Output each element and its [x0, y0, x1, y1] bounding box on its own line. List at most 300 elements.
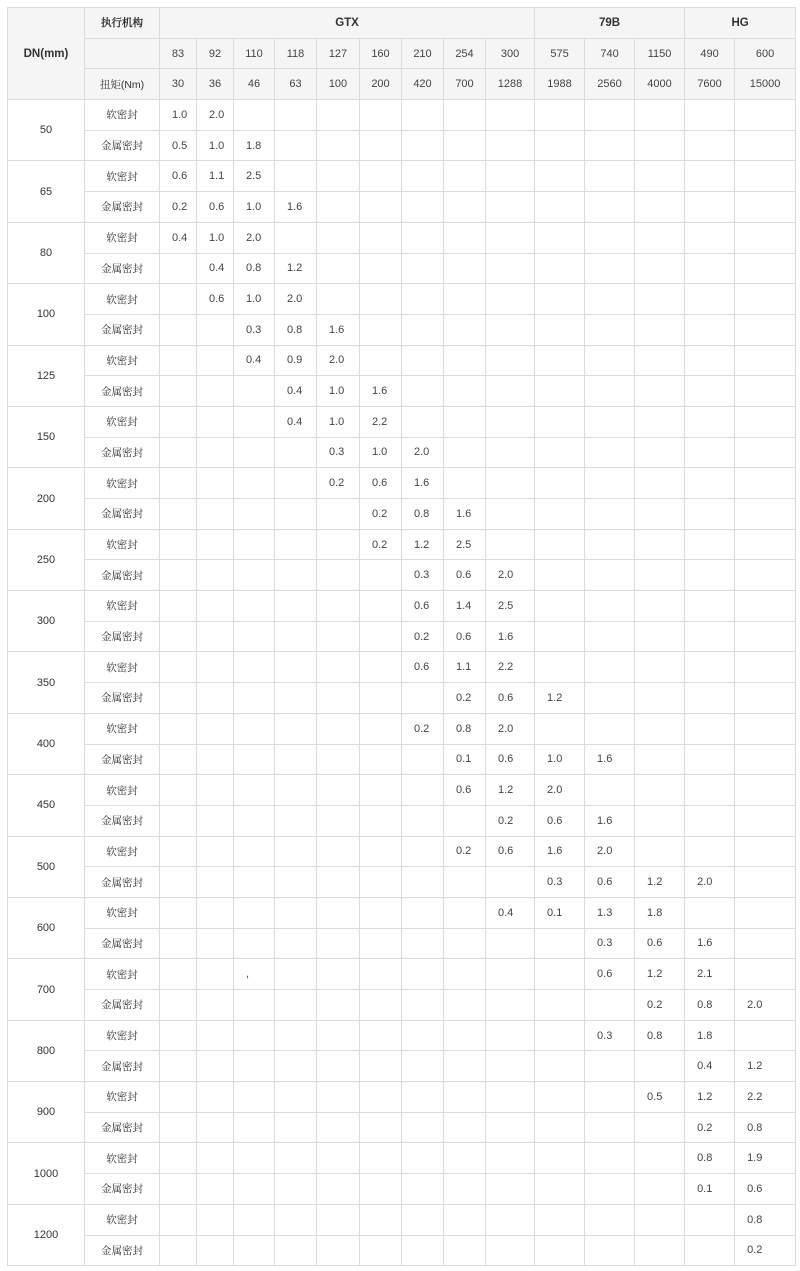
dn-cell: 200 — [8, 468, 85, 529]
value-cell: 1.6 — [317, 314, 360, 345]
value-cell — [402, 836, 444, 867]
dn-cell: 65 — [8, 161, 85, 222]
value-cell: 1.0 — [160, 100, 197, 131]
value-cell — [444, 284, 486, 315]
value-cell — [635, 1143, 685, 1174]
soft-seal-label: 软密封 — [85, 836, 160, 867]
metal-seal-label: 金属密封 — [85, 805, 160, 836]
value-cell — [535, 406, 585, 437]
value-cell — [444, 928, 486, 959]
value-cell — [360, 1082, 402, 1113]
table-row — [8, 130, 796, 161]
value-cell — [360, 1204, 402, 1235]
value-cell — [486, 222, 535, 253]
value-cell: 0.1 — [444, 744, 486, 775]
dn-cell: 300 — [8, 591, 85, 652]
value-cell — [444, 1112, 486, 1143]
value-cell — [535, 1020, 585, 1051]
value-cell — [535, 130, 585, 161]
value-cell: 0.4 — [275, 406, 317, 437]
value-cell: 2.2 — [360, 406, 402, 437]
value-cell — [197, 1204, 234, 1235]
value-cell — [160, 713, 197, 744]
value-cell — [160, 1082, 197, 1113]
value-cell — [585, 560, 635, 591]
table-row — [8, 284, 796, 315]
value-cell — [735, 253, 796, 284]
value-cell — [197, 897, 234, 928]
soft-seal-label: 软密封 — [85, 897, 160, 928]
value-cell — [317, 560, 360, 591]
value-cell — [685, 376, 735, 407]
value-cell — [585, 1051, 635, 1082]
value-cell — [275, 1143, 317, 1174]
value-cell — [234, 100, 275, 131]
metal-seal-label: 金属密封 — [85, 1112, 160, 1143]
value-cell — [160, 314, 197, 345]
value-cell: 1.2 — [635, 867, 685, 898]
value-cell — [585, 192, 635, 223]
value-cell — [317, 222, 360, 253]
value-cell — [486, 130, 535, 161]
metal-seal-label: 金属密封 — [85, 744, 160, 775]
value-cell — [317, 805, 360, 836]
value-cell — [444, 1204, 486, 1235]
value-cell — [160, 683, 197, 714]
value-cell: 1.0 — [197, 130, 234, 161]
value-cell — [585, 529, 635, 560]
soft-seal-label: 软密封 — [85, 775, 160, 806]
value-cell — [535, 591, 585, 622]
value-cell — [635, 253, 685, 284]
value-cell — [735, 437, 796, 468]
value-cell — [486, 468, 535, 499]
value-cell — [585, 621, 635, 652]
table-row — [8, 406, 796, 437]
value-cell — [444, 1051, 486, 1082]
value-cell — [585, 253, 635, 284]
table-row — [8, 775, 796, 806]
value-cell — [585, 713, 635, 744]
torque-cell: 36 — [197, 69, 234, 100]
value-cell — [735, 406, 796, 437]
table-row — [8, 1051, 796, 1082]
dn-cell: 500 — [8, 836, 85, 897]
value-cell: 0.2 — [444, 683, 486, 714]
value-cell — [735, 1020, 796, 1051]
torque-cell: 700 — [444, 69, 486, 100]
value-cell — [402, 253, 444, 284]
table-row — [8, 867, 796, 898]
value-cell — [535, 560, 585, 591]
value-cell: 2.0 — [735, 990, 796, 1021]
value-cell — [486, 529, 535, 560]
value-cell: 1.6 — [360, 376, 402, 407]
value-cell — [535, 376, 585, 407]
value-cell — [317, 284, 360, 315]
value-cell — [635, 161, 685, 192]
value-cell — [685, 744, 735, 775]
value-cell — [535, 990, 585, 1021]
value-cell — [317, 529, 360, 560]
value-cell — [635, 1174, 685, 1205]
value-cell — [635, 836, 685, 867]
value-cell — [585, 130, 635, 161]
actuator-spacer — [85, 38, 160, 69]
value-cell — [535, 959, 585, 990]
metal-seal-label: 金属密封 — [85, 1051, 160, 1082]
value-cell — [486, 499, 535, 530]
value-cell — [685, 468, 735, 499]
value-cell — [360, 652, 402, 683]
value-cell: 0.6 — [635, 928, 685, 959]
value-cell — [160, 468, 197, 499]
value-cell — [535, 652, 585, 683]
value-cell — [160, 1143, 197, 1174]
torque-cell: 46 — [234, 69, 275, 100]
value-cell — [317, 775, 360, 806]
value-cell — [234, 437, 275, 468]
value-cell — [444, 1143, 486, 1174]
value-cell — [402, 100, 444, 131]
dn-cell: 100 — [8, 284, 85, 345]
value-cell — [197, 1174, 234, 1205]
value-cell — [585, 1235, 635, 1266]
value-cell: 0.2 — [735, 1235, 796, 1266]
value-cell — [535, 345, 585, 376]
value-cell — [360, 713, 402, 744]
value-cell: 1.0 — [234, 192, 275, 223]
value-cell: 0.3 — [317, 437, 360, 468]
value-cell — [234, 1204, 275, 1235]
value-cell — [444, 1082, 486, 1113]
value-cell — [444, 897, 486, 928]
value-cell — [486, 406, 535, 437]
value-cell — [486, 345, 535, 376]
value-cell: 2.0 — [486, 713, 535, 744]
value-cell — [160, 345, 197, 376]
value-cell: 0.5 — [160, 130, 197, 161]
value-cell — [402, 867, 444, 898]
value-cell — [585, 499, 635, 530]
value-cell — [234, 591, 275, 622]
value-cell — [402, 959, 444, 990]
value-cell: 0.8 — [444, 713, 486, 744]
value-cell: 0.4 — [275, 376, 317, 407]
soft-seal-label: 软密封 — [85, 345, 160, 376]
value-cell — [635, 284, 685, 315]
value-cell — [735, 284, 796, 315]
value-cell — [234, 621, 275, 652]
value-cell: 2.5 — [444, 529, 486, 560]
value-cell — [197, 345, 234, 376]
value-cell — [234, 1235, 275, 1266]
value-cell — [402, 928, 444, 959]
value-cell — [275, 713, 317, 744]
value-cell — [685, 1235, 735, 1266]
value-cell — [275, 468, 317, 499]
value-cell: 0.6 — [486, 836, 535, 867]
value-cell — [360, 253, 402, 284]
value-cell — [585, 591, 635, 622]
value-cell — [685, 130, 735, 161]
value-cell — [360, 100, 402, 131]
value-cell: 1.8 — [685, 1020, 735, 1051]
value-cell: 0.4 — [197, 253, 234, 284]
value-cell — [585, 468, 635, 499]
value-cell: 0.4 — [685, 1051, 735, 1082]
value-cell — [735, 683, 796, 714]
value-cell: 0.3 — [234, 314, 275, 345]
value-cell — [685, 683, 735, 714]
value-cell — [360, 621, 402, 652]
value-cell — [444, 437, 486, 468]
value-cell — [317, 253, 360, 284]
value-cell — [735, 100, 796, 131]
soft-seal-label: 软密封 — [85, 161, 160, 192]
value-cell — [585, 437, 635, 468]
value-cell — [635, 100, 685, 131]
value-cell — [635, 130, 685, 161]
value-cell — [275, 744, 317, 775]
table-row — [8, 1143, 796, 1174]
value-cell: 1.2 — [535, 683, 585, 714]
dn-cell: 80 — [8, 222, 85, 283]
value-cell — [444, 345, 486, 376]
table-header — [8, 8, 796, 100]
value-cell — [585, 345, 635, 376]
value-cell — [486, 314, 535, 345]
value-cell: 1.0 — [234, 284, 275, 315]
model-cell: 127 — [317, 38, 360, 69]
value-cell — [402, 1174, 444, 1205]
value-cell — [402, 406, 444, 437]
value-cell — [735, 468, 796, 499]
value-cell: 0.6 — [585, 959, 635, 990]
value-cell — [360, 990, 402, 1021]
value-cell — [735, 867, 796, 898]
value-cell — [685, 253, 735, 284]
soft-seal-label: 软密封 — [85, 468, 160, 499]
metal-seal-label: 金属密封 — [85, 253, 160, 284]
value-cell — [275, 222, 317, 253]
value-cell — [585, 1174, 635, 1205]
value-cell — [317, 1112, 360, 1143]
soft-seal-label: 软密封 — [85, 959, 160, 990]
soft-seal-label: 软密封 — [85, 100, 160, 131]
value-cell — [234, 468, 275, 499]
value-cell — [360, 222, 402, 253]
soft-seal-label: 软密封 — [85, 1204, 160, 1235]
value-cell — [735, 744, 796, 775]
metal-seal-label: 金属密封 — [85, 867, 160, 898]
model-cell: 160 — [360, 38, 402, 69]
value-cell: 2.1 — [685, 959, 735, 990]
table-row — [8, 990, 796, 1021]
value-cell — [402, 1051, 444, 1082]
value-cell — [234, 867, 275, 898]
value-cell — [317, 1020, 360, 1051]
table-row — [8, 1082, 796, 1113]
value-cell — [635, 713, 685, 744]
value-cell — [486, 1082, 535, 1113]
value-cell — [486, 1020, 535, 1051]
table-row — [8, 1174, 796, 1205]
value-cell — [635, 192, 685, 223]
value-cell: 1.4 — [444, 591, 486, 622]
value-cell — [535, 222, 585, 253]
value-cell — [444, 406, 486, 437]
value-cell — [275, 130, 317, 161]
value-cell — [275, 836, 317, 867]
value-cell — [585, 314, 635, 345]
value-cell — [317, 161, 360, 192]
value-cell — [317, 744, 360, 775]
value-cell: 1.6 — [486, 621, 535, 652]
value-cell — [535, 192, 585, 223]
value-cell: 1.2 — [402, 529, 444, 560]
value-cell — [402, 1143, 444, 1174]
dn-cell: 400 — [8, 713, 85, 774]
value-cell — [275, 1112, 317, 1143]
value-cell — [585, 990, 635, 1021]
value-cell — [444, 990, 486, 1021]
value-cell — [735, 499, 796, 530]
actuator-selection-table — [7, 7, 796, 1266]
value-cell — [635, 222, 685, 253]
value-cell — [360, 1020, 402, 1051]
dn-cell: 1200 — [8, 1204, 85, 1265]
value-cell — [197, 1020, 234, 1051]
dn-cell: 450 — [8, 775, 85, 836]
value-cell — [360, 897, 402, 928]
value-cell — [444, 867, 486, 898]
value-cell — [685, 1204, 735, 1235]
group-header-hg: HG — [685, 8, 796, 39]
value-cell — [402, 683, 444, 714]
value-cell: 0.2 — [402, 713, 444, 744]
value-cell — [486, 100, 535, 131]
table-row — [8, 222, 796, 253]
value-cell — [735, 345, 796, 376]
value-cell — [317, 713, 360, 744]
model-cell: 118 — [275, 38, 317, 69]
value-cell: 0.8 — [635, 1020, 685, 1051]
value-cell: 0.4 — [234, 345, 275, 376]
value-cell — [585, 1082, 635, 1113]
value-cell — [635, 652, 685, 683]
value-cell — [360, 284, 402, 315]
value-cell: 0.3 — [585, 1020, 635, 1051]
value-cell: 0.6 — [360, 468, 402, 499]
value-cell — [160, 1235, 197, 1266]
table-row — [8, 928, 796, 959]
metal-seal-label: 金属密封 — [85, 130, 160, 161]
value-cell — [635, 1051, 685, 1082]
value-cell — [402, 314, 444, 345]
value-cell: 1.0 — [317, 406, 360, 437]
table-row — [8, 1112, 796, 1143]
value-cell — [735, 897, 796, 928]
value-cell — [635, 621, 685, 652]
header-row-models — [8, 38, 796, 69]
actuator-header: 执行机构 — [85, 8, 160, 39]
value-cell — [160, 1112, 197, 1143]
model-cell: 600 — [735, 38, 796, 69]
dn-cell: 50 — [8, 100, 85, 161]
value-cell — [160, 744, 197, 775]
value-cell: 1.6 — [585, 744, 635, 775]
value-cell — [585, 222, 635, 253]
value-cell: 1.2 — [635, 959, 685, 990]
dn-cell: 150 — [8, 406, 85, 467]
model-cell: 83 — [160, 38, 197, 69]
value-cell: 1.3 — [585, 897, 635, 928]
value-cell — [160, 621, 197, 652]
value-cell — [275, 775, 317, 806]
value-cell: 0.8 — [685, 990, 735, 1021]
value-cell — [685, 161, 735, 192]
value-cell: 0.2 — [317, 468, 360, 499]
value-cell — [486, 990, 535, 1021]
value-cell — [402, 130, 444, 161]
value-cell — [635, 499, 685, 530]
value-cell — [160, 652, 197, 683]
value-cell — [317, 591, 360, 622]
value-cell: 1.2 — [685, 1082, 735, 1113]
value-cell — [197, 1112, 234, 1143]
value-cell — [160, 990, 197, 1021]
value-cell — [197, 775, 234, 806]
value-cell — [635, 683, 685, 714]
value-cell — [635, 1112, 685, 1143]
value-cell — [275, 683, 317, 714]
value-cell — [486, 376, 535, 407]
value-cell — [685, 560, 735, 591]
value-cell — [585, 376, 635, 407]
value-cell — [535, 161, 585, 192]
value-cell — [275, 652, 317, 683]
value-cell — [360, 161, 402, 192]
value-cell: 0.8 — [275, 314, 317, 345]
value-cell: 2.0 — [317, 345, 360, 376]
torque-cell: 4000 — [635, 69, 685, 100]
value-cell — [197, 314, 234, 345]
model-cell: 490 — [685, 38, 735, 69]
value-cell — [535, 253, 585, 284]
value-cell — [635, 314, 685, 345]
value-cell: 2.0 — [685, 867, 735, 898]
value-cell — [197, 1082, 234, 1113]
value-cell — [535, 314, 585, 345]
value-cell — [535, 468, 585, 499]
value-cell — [402, 222, 444, 253]
value-cell: 2.0 — [535, 775, 585, 806]
model-cell: 300 — [486, 38, 535, 69]
value-cell — [685, 314, 735, 345]
value-cell: 1.0 — [317, 376, 360, 407]
value-cell — [402, 897, 444, 928]
value-cell — [735, 161, 796, 192]
value-cell — [486, 192, 535, 223]
metal-seal-label: 金属密封 — [85, 1174, 160, 1205]
value-cell — [197, 406, 234, 437]
value-cell: 0.6 — [486, 683, 535, 714]
value-cell — [160, 406, 197, 437]
dn-cell: 250 — [8, 529, 85, 590]
value-cell — [635, 406, 685, 437]
value-cell — [197, 928, 234, 959]
